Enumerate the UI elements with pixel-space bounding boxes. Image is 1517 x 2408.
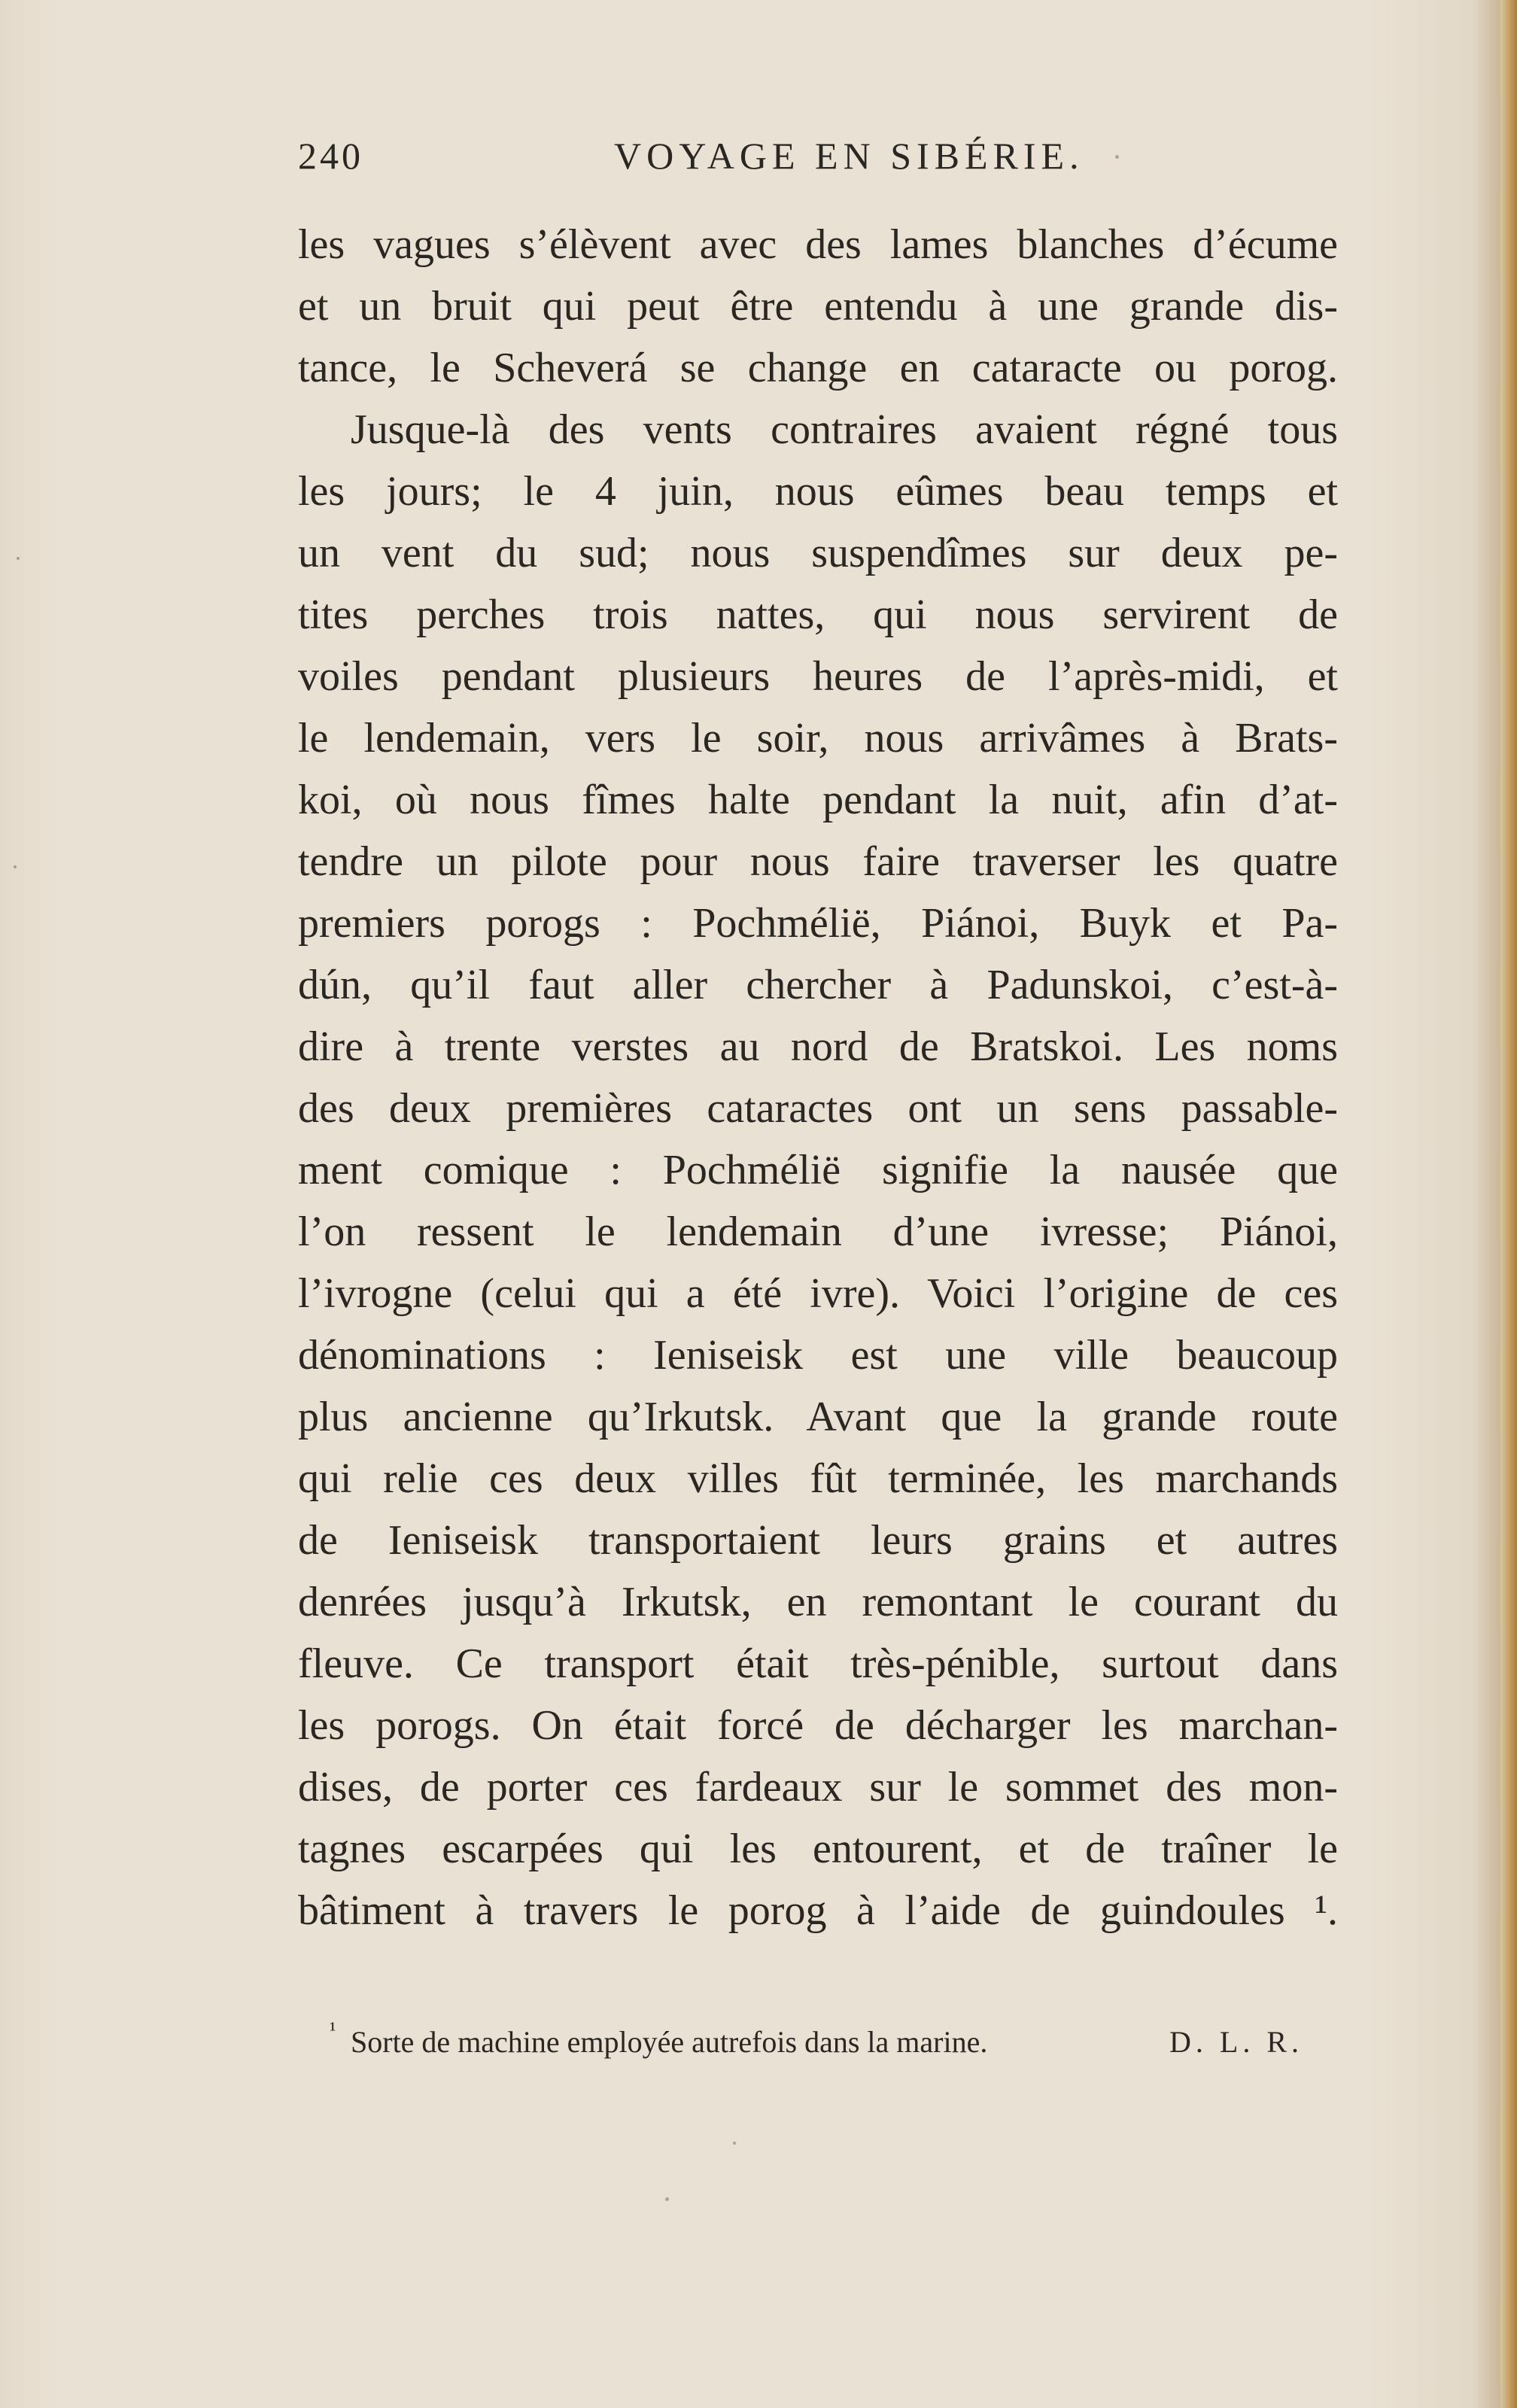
text-line: dire à trente verstes au nord de Bratskoi. Les noms — [298, 1023, 1338, 1070]
text-line: denrées jusqu’à Irkutsk, en remontant le courant du — [298, 1579, 1338, 1625]
text-line: tance, le Scheverá se change en cataracte ou porog. — [298, 345, 1338, 391]
paper-speck — [17, 557, 20, 560]
text-line: Jusque-là des vents contraires avaient régné tous — [351, 406, 1338, 453]
page-header — [298, 134, 1336, 187]
text-line: un vent du sud; nous suspendîmes sur deux pe- — [298, 530, 1338, 576]
text-line: premiers porogs : Pochméliё, Piánoi, Buyk et Pa- — [298, 900, 1338, 947]
text-line: bâtiment à travers le porog à l’aide de guindoules ¹. — [298, 1887, 1338, 1934]
text-line: l’ivrogne (celui qui a été ivre). Voici l’origine de ces — [298, 1270, 1338, 1317]
text-line: koi, où nous fîmes halte pendant la nuit, afin d’at- — [298, 777, 1338, 823]
paper-speck — [665, 2197, 669, 2201]
text-line: des deux premières cataractes ont un sens passable- — [298, 1085, 1338, 1132]
text-line: de Ieniseisk transportaient leurs grains et autres — [298, 1517, 1338, 1564]
text-line: dún, qu’il faut aller chercher à Padunskoi, c’est-à- — [298, 962, 1338, 1008]
text-line: plus ancienne qu’Irkutsk. Avant que la grande route — [298, 1394, 1338, 1440]
text-line: les porogs. On était forcé de décharger les marchan- — [298, 1702, 1338, 1749]
text-line: et un bruit qui peut être entendu à une grande dis- — [298, 283, 1338, 330]
running-title: VOYAGE EN SIBÉRIE. — [614, 135, 1084, 177]
text-line: dénominations : Ieniseisk est une ville beaucoup — [298, 1332, 1338, 1379]
text-line: les vagues s’élèvent avec des lames blanches d’écume — [298, 221, 1338, 268]
paper-speck — [733, 2142, 736, 2145]
footnote-text: Sorte de machine employée autrefois dans la marine. — [351, 2025, 988, 2059]
text-line: qui relie ces deux villes fût terminée, les marchands — [298, 1455, 1338, 1502]
text-line: tendre un pilote pour nous faire traverser les quatre — [298, 838, 1338, 885]
text-line: l’on ressent le lendemain d’une ivresse; Piánoi, — [298, 1209, 1338, 1255]
text-line: fleuve. Ce transport était très-pénible, surtout dans — [298, 1640, 1338, 1687]
text-line: ment comique : Pochméliё signifie la nausée que — [298, 1147, 1338, 1193]
text-line: les jours; le 4 juin, nous eûmes beau temps et — [298, 468, 1338, 515]
page-number: 240 — [298, 135, 363, 177]
page-edge — [1500, 0, 1517, 2408]
text-line: dises, de porter ces fardeaux sur le sommet des mon- — [298, 1764, 1338, 1811]
footnote-signature: D. L. R. — [1169, 2025, 1303, 2059]
text-line: le lendemain, vers le soir, nous arrivâmes à Brats- — [298, 715, 1338, 762]
body-text — [298, 214, 1338, 1941]
text-line: tites perches trois nattes, qui nous servirent de — [298, 591, 1338, 638]
paper-speck — [1115, 155, 1119, 159]
paper-speck — [14, 865, 17, 868]
footnote-marker: ¹ — [330, 2018, 336, 2042]
text-line: tagnes escarpées qui les entourent, et de traîner le — [298, 1826, 1338, 1872]
text-line: voiles pendant plusieurs heures de l’après-midi, et — [298, 653, 1338, 700]
footnote — [330, 2018, 1308, 2069]
